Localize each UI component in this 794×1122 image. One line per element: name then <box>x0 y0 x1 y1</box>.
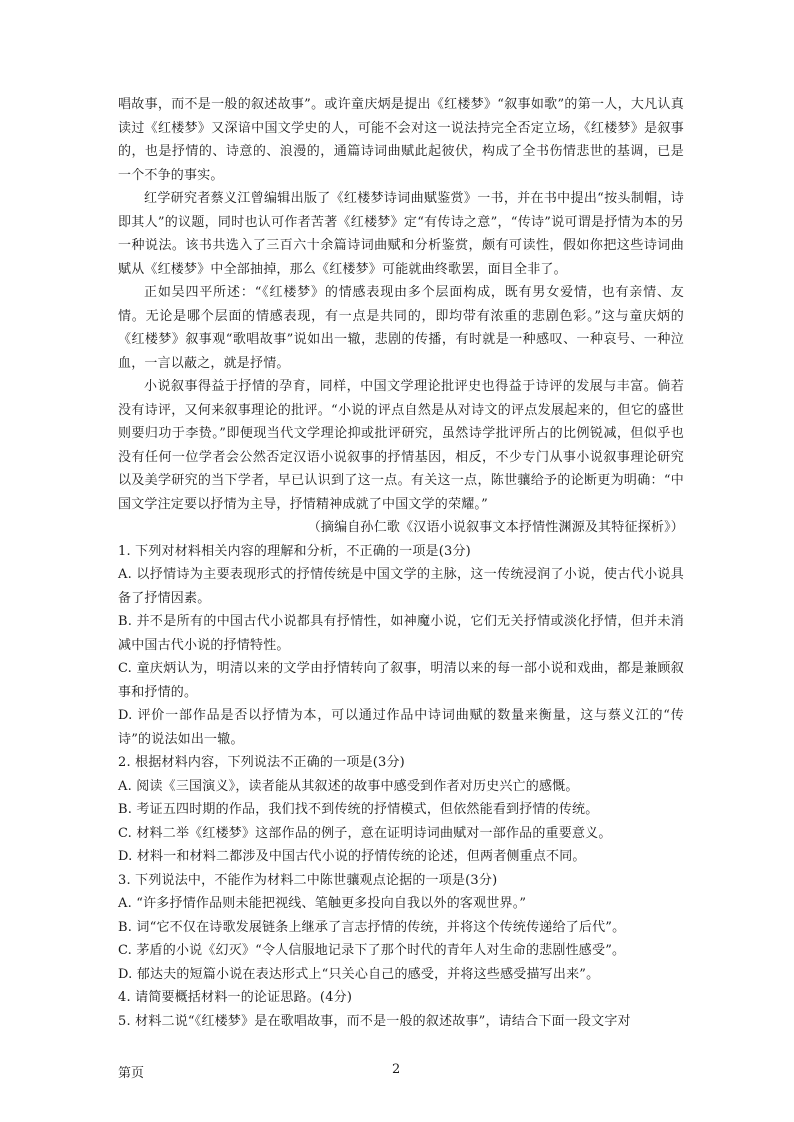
footer-page-number: 2 <box>392 1062 401 1077</box>
question-1-option-a: A. 以抒情诗为主要表现形式的抒情传统是中国文学的主脉，这一传统浸润了小说，使古代小说具备了抒情因素。 <box>118 567 684 606</box>
question-1-option-c: C. 童庆炳认为，明清以来的文学由抒情转向了叙事，明清以来的每一部小说和戏曲，都是兼顾叙事和抒情的。 <box>118 661 684 700</box>
question-2-option-d: D. 材料一和材料二都涉及中国古代小说的抒情传统的论述，但两者侧重点不同。 <box>118 849 586 864</box>
question-3-option-b: B. 词“它不仅在诗歌发展链条上继承了言志抒情的传统，并将这个传统传递给了后代”。 <box>118 919 626 935</box>
article-paragraph-2: 红学研究者蔡义江曾编辑出版了《红楼梦诗词曲赋鉴赏》一书，并在书中提出“按头制帽，诗即其人”的议题，同时也认可作者苦著《红楼梦》定“有传诗之意”，“传诗”说可谓是抒情为本的另一种说法。该书共选入了三百六十余篇诗词曲赋和分析鉴赏，颇有可读性，假如你把这些诗词曲赋从《红楼梦》中全部抽掉，那么《红楼梦》可能就曲终歌罢，面目全非了。 <box>118 191 684 277</box>
question-4: 4. 请简要概括材料一的论证思路。(4分) <box>118 990 353 1005</box>
article-paragraph-1: 唱故事，而不是一般的叙述故事”。或许童庆炳是提出《红楼梦》“叙事如歌”的第一人，大凡认真读过《红楼梦》又深谙中国文学史的人，可能不会对这一说法持完全否定立场，《红楼梦》是叙事的，也是抒情的、诗意的、浪漫的，通篇诗词曲赋此起彼伏，构成了全书伤情悲世的基调，已是一个不争的事实。 <box>118 97 684 183</box>
footer-page-label: 第页 <box>118 1066 145 1081</box>
page-content <box>118 93 684 1033</box>
question-2-option-c: C. 材料二举《红楼梦》这部作品的例子，意在证明诗词曲赋对一部作品的重要意义。 <box>118 825 612 841</box>
question-5: 5. 材料二说“《红楼梦》是在歌唱故事，而不是一般的叙述故事”，请结合下面一段文字对 <box>118 1013 631 1029</box>
question-1: 1. 下列对材料相关内容的理解和分析，不正确的一项是(3分) <box>118 543 471 559</box>
question-3-option-c: C. 茅盾的小说《幻灭》“令人信服地记录下了那个时代的青年人对生命的悲剧性感受”。 <box>118 943 626 958</box>
question-2-option-a: A. 阅读《三国演义》，读者能从其叙述的故事中感受到作者对历史兴亡的感慨。 <box>118 778 579 794</box>
article-paragraph-4: 小说叙事得益于抒情的孕育，同样，中国文学理论批评史也得益于诗评的发展与丰富。倘若没有诗评，又何来叙事理论的批评。“小说的评点自然是从对诗文的评点发展起来的，但它的盛世则要归功于李贽。”即便现当代文学理论抑或批评研究，虽然诗学批评所占的比例锐减，但似乎也没有任何一位学者会公然否定汉语小说叙事的抒情基因，相反，不少专门从事小说叙事理论研究以及美学研究的当下学者，早已认识到了这一点。有关这一点，陈世骧给予的论断更为明确：“中国文学注定要以抒情为主导，抒情精神成就了中国文学的荣耀。” <box>118 379 684 512</box>
question-3-option-d: D. 郁达夫的短篇小说在表达形式上“只关心自己的感受，并将这些感受描写出来”。 <box>118 966 600 982</box>
question-1-option-d: D. 评价一部作品是否以抒情为本，可以通过作品中诗词曲赋的数量来衡量，这与蔡义江的“传诗”的说法如出一辙。 <box>118 708 684 747</box>
article-paragraph-3: 正如吴四平所述：“《红楼梦》的情感表现由多个层面构成，既有男女爱情，也有亲情、友情。无论是哪个层面的情感表现，有一点是共同的，即均带有浓重的悲剧色彩。”这与童庆炳的《红楼梦》叙事观“歌唱故事”说如出一辙，悲剧的传播，有时就是一种感叹、一种哀号、一种泣血，一言以蔽之，就是抒情。 <box>118 285 684 371</box>
question-2: 2. 根据材料内容，下列说法不正确的一项是(3分) <box>118 755 405 770</box>
question-1-option-b: B. 并不是所有的中国古代小说都具有抒情性，如神魔小说，它们无关抒情或淡化抒情，但并未消减中国古代小说的抒情特性。 <box>118 614 684 653</box>
question-3-option-a: A. “许多抒情作品则未能把视线、笔触更多投向自我以外的客观世界。” <box>118 896 527 911</box>
article-source: （摘编自孙仁歌《汉语小说叙事文本抒情性渊源及其特征探析》） <box>307 520 684 535</box>
question-2-option-b: B. 考证五四时期的作品，我们找不到传统的抒情模式，但依然能看到抒情的传统。 <box>118 802 599 817</box>
question-3: 3. 下列说法中，不能作为材料二中陈世骧观点论据的一项是(3分) <box>118 872 498 888</box>
